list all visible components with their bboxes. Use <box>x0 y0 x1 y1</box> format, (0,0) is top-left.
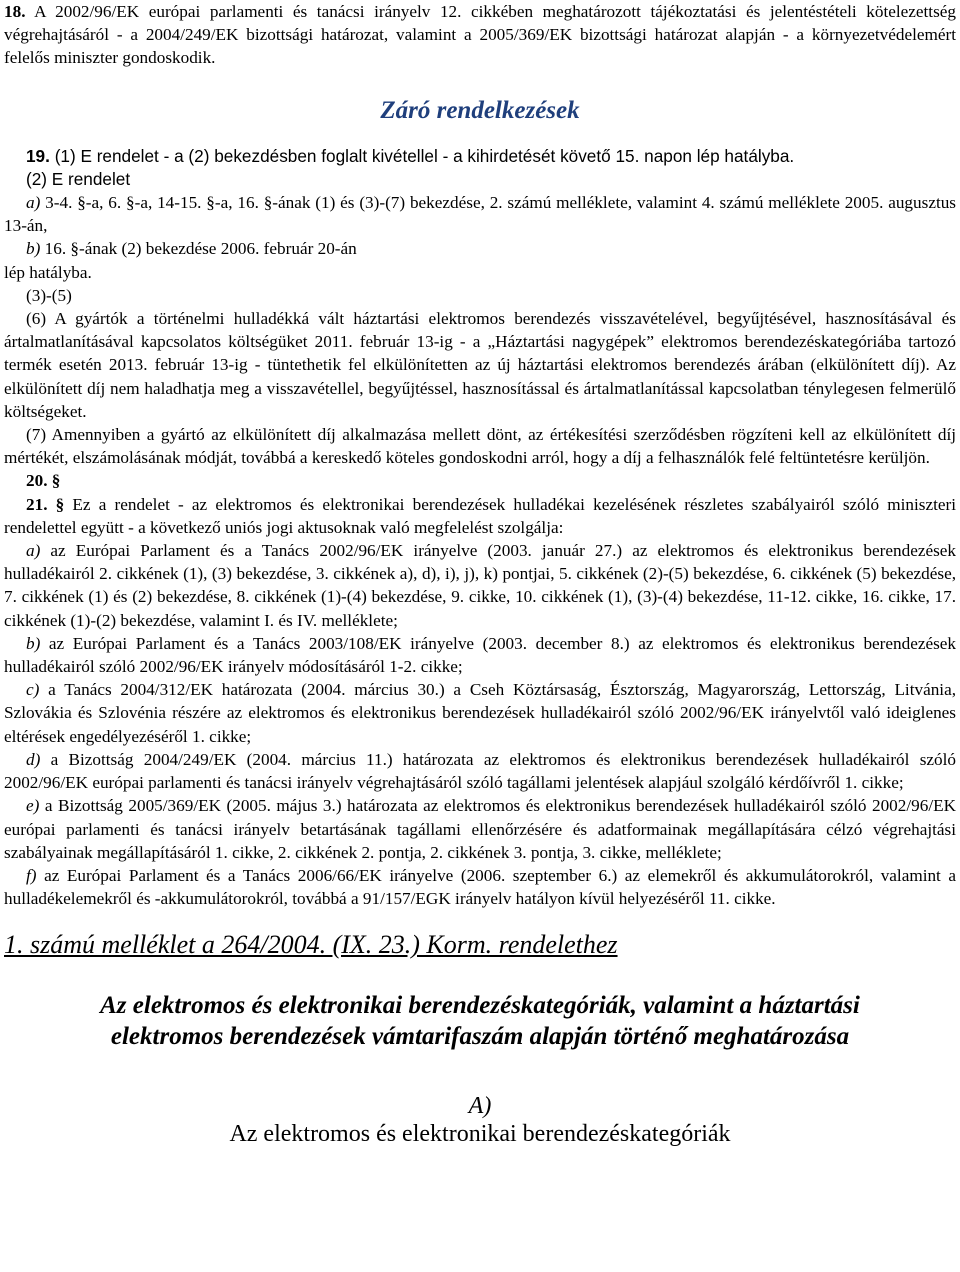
item-text: az Európai Parlament és a Tanács 2002/96/EK irányelve (2003. január 27.) az elektromos és elektronikus berendezések hulladékairól 2. cikkének (1), (3) bekezdése, 3. cikkének a), d), i), j), k) pontjai, 5. cikkének (2)-(5) bekezdése, 6. cikkének (5) bekezdése, 7. cikkének (1) és (2) bekezdése, 8. cikkének (1)-(4) bekezdése, 9. cikke, 10. cikkének (1), (3)-(4) bekezdése, 11-12. cikke, 16. cikke, 17. cikkének (1)-(2) bekezdése, valamint I. és IV. melléklete; <box>4 541 956 630</box>
item-label: a) <box>26 541 41 561</box>
paragraph-19-b <box>4 237 956 260</box>
paragraph-number: 19. <box>26 145 50 166</box>
item-label: e) <box>26 796 40 816</box>
paragraph-19-7: (7) Amennyiben a gyártó az elkülönített díj alkalmazása mellett dönt, az értékesítési szerződésben rögzíteni kell az elkülönített díj mértékét, elszámolásának módját, továbbá a kereskedő köteles gondoskodni arról, hogy a díj a felhasználók felé feltüntetésre kerüljön. <box>4 425 956 468</box>
paragraph-19-3-5: (3)-(5) <box>26 285 72 305</box>
part-title: Az elektromos és elektronikai berendezéskategóriák <box>229 1121 731 1148</box>
paragraph-number: 21. § <box>26 494 65 514</box>
item-label: f) <box>26 865 37 885</box>
list-item <box>4 632 956 678</box>
item-text: az Európai Parlament és a Tanács 2006/66/EK irányelve (2006. szeptember 6.) az elemekről és akkumulátorokról, valamint a hulladékelemekről és -akkumulátorokról, továbbá a 91/157/EGK irányelv hatályon kívül helyezéséről 11. cikke. <box>4 865 957 909</box>
list-item <box>4 678 956 748</box>
item-text: a Bizottság 2004/249/EK (2004. március 11.) határozata az elektromos és elektronikus berendezések hulladékairól szóló 2002/96/EK európai parlamenti és tanácsi irányelv végrehajtásáról szóló tagállami jelentések alapjául szolgáló kérdőívről 1. cikke; <box>4 749 957 793</box>
item-label: a) <box>26 193 41 213</box>
item-text: a Bizottság 2005/369/EK (2005. május 3.) határozata az elektromos és elektronikus berendezések hulladékairól szóló 2002/96/EK európai parlamenti és tanácsi irányelv betartásának tagállami ellenőrzésére és adatformainak megállapítására célzó végrehajtási szabályainak megállapításáról 1. cikke, 2. cikkének 2. pontja, 2. cikkének 3. pontja, 3. cikke, melléklete; <box>4 796 957 862</box>
item-label: b) <box>26 239 41 259</box>
paragraph-number: 18. <box>4 2 26 21</box>
document-page <box>4 0 956 1148</box>
item-label: c) <box>26 680 40 700</box>
list-item <box>4 864 956 910</box>
paragraph-19-a <box>4 191 956 237</box>
item-label: b) <box>26 633 41 653</box>
paragraph-19-tail: lép hatályba. <box>4 262 92 282</box>
paragraph-number: 20. § <box>26 471 61 491</box>
paragraph-19-head <box>4 145 956 191</box>
paragraph-20 <box>4 469 956 492</box>
list-item <box>4 794 956 864</box>
paragraph-18 <box>4 0 956 70</box>
paragraph-text: A 2002/96/EK európai parlamenti és tanácsi irányelv 12. cikkében meghatározott tájékoztatási és jelentéstételi kötelezettség végrehajtásáról - a 2004/249/EK bizottsági határozat, valamint a 2005/369/EK bizottsági határozat alapján - a környezetvédelemért felelős miniszter gondoskodik. <box>4 2 956 68</box>
annex-subtitle <box>4 990 956 1052</box>
item-text: 16. §-ának (2) bekezdése 2006. február 20-án <box>44 239 357 259</box>
part-letter: A) <box>468 1093 492 1120</box>
item-label: d) <box>26 749 41 769</box>
paragraph-19-1: (1) E rendelet - a (2) bekezdésben foglalt kivétellel - a kihirdetését követő 15. napon lép hatályba. <box>54 145 795 166</box>
paragraph-19-2: (2) E rendelet <box>26 168 131 189</box>
paragraph-text: Ez a rendelet - az elektromos és elektronikai berendezések hulladékai kezelésének részletes szabályairól szóló miniszteri rendelettel együtt - a következő uniós jogi aktusoknak való megfelelést szolgálja: <box>4 494 957 537</box>
paragraph-21 <box>4 493 956 539</box>
list-item <box>4 539 956 632</box>
paragraph-19-6: (6) A gyártók a történelmi hulladékká vált háztartási elektromos berendezés visszavételével, begyűjtésével, hasznosításával és ártalmatlanításával kapcsolatos költségüket 2011. február 13-ig - a „Háztartási nagygépek” elektromos berendezéskategóriába tartozó termék esetén 2013. február 13-ig - tüntethetik fel elkülönítetten az új háztartási elektromos berendezés árában (elkülönített díj). Az elkülönített díj nem haladhatja meg a visszavétellel, begyűjtéssel, hasznosítással és ártalmatlanítással kapcsolatban ténylegesen felmerülő költségeket. <box>4 309 956 421</box>
annex-title: 1. számú melléklet a 264/2004. (IX. 23.) Korm. rendelethez <box>4 930 618 960</box>
item-text: 3-4. §-a, 6. §-a, 14-15. §-a, 16. §-ának (1) és (3)-(7) bekezdése, 2. számú melléklete, valamint 4. számú melléklete 2005. augusztus 13-án, <box>4 193 956 236</box>
section-title: Záró rendelkezések <box>380 96 580 124</box>
eu-acts-list <box>4 539 956 910</box>
item-text: a Tanács 2004/312/EK határozata (2004. március 30.) a Cseh Köztársaság, Észtország, Magyarország, Lettország, Litvánia, Szlovákia és Szlovénia részére az elektromos és elektronikus berendezések hulladékairól szóló 2002/96/EK irányelvtől való ideiglenes eltérések engedélyezéséről 1. cikke; <box>4 680 957 746</box>
annex-subtitle-line-2: elektromos berendezések vámtarifaszám alapján történő meghatározása <box>110 1023 850 1051</box>
item-text: az Európai Parlament és a Tanács 2003/108/EK irányelve (2003. december 8.) az elektromos és elektronikus berendezések hulladékairól szóló 2002/96/EK irányelv módosításáról 1-2. cikke; <box>4 633 957 677</box>
annex-subtitle-line-1: Az elektromos és elektronikai berendezéskategóriák, valamint a háztartási <box>100 992 860 1020</box>
list-item <box>4 748 956 794</box>
